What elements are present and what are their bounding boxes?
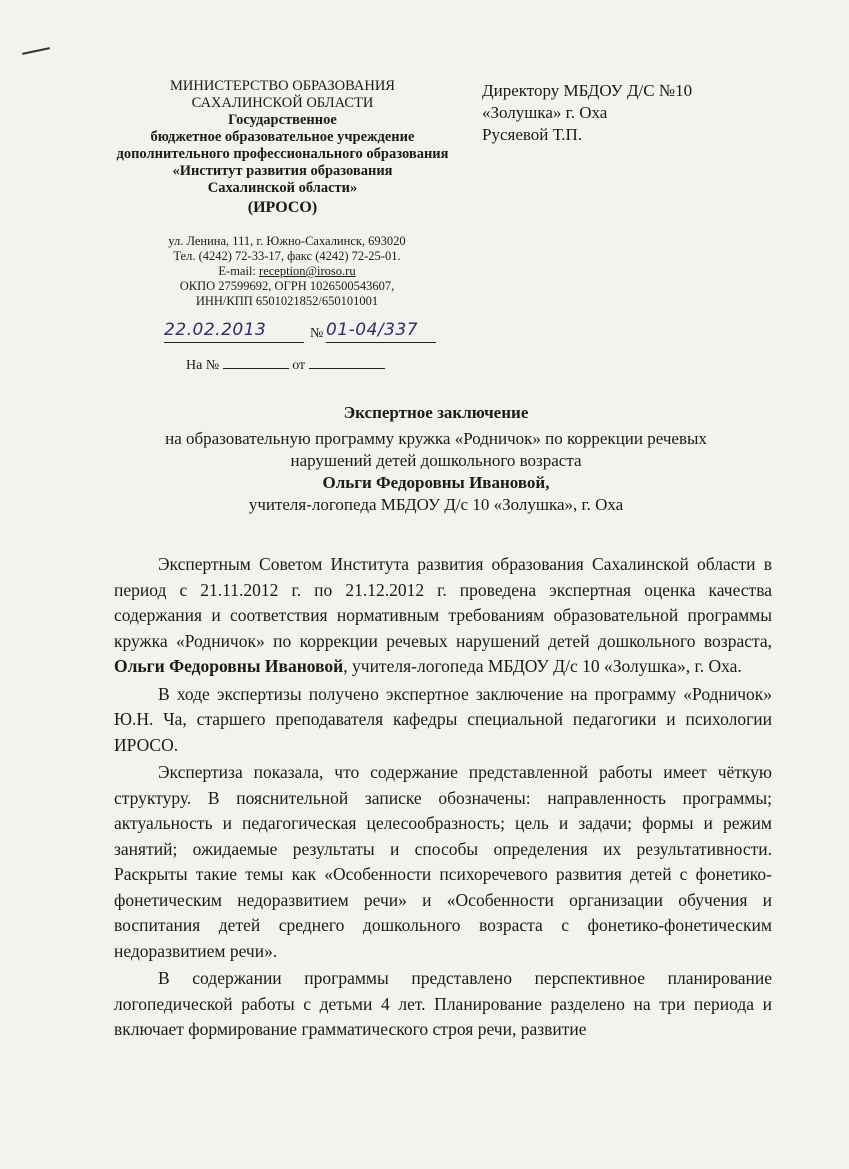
registration-date: 22.02.2013 [164, 320, 267, 340]
registration-number-label: № [310, 326, 324, 341]
institution-line-1: Государственное [228, 112, 337, 128]
reference-prefix: На № [186, 358, 220, 373]
institution-line-4: «Институт развития образования [172, 163, 393, 179]
ministry-line-1: МИНИСТЕРСТВО ОБРАЗОВАНИЯ [170, 78, 395, 94]
addressee-line-3: Русяевой Т.П. [482, 125, 583, 144]
registration-number-field [326, 320, 436, 343]
paragraph-1-text: Экспертным Советом Института развития образования Сахалинской области в период с 21.11.2012 г. по 21.12.2012 г. проведена экспертная оценка качества содержания и соответствия нормативным требованиям образовательной программы кружка «Родничок» по коррекции речевых нарушений детей дошкольного возраста, [114, 554, 772, 651]
paragraph-1-name: Ольги Федоровны Ивановой [114, 656, 344, 676]
document-body [114, 552, 772, 1045]
document-title: Экспертное заключение [343, 403, 529, 422]
address-line: ул. Ленина, 111, г. Южно-Сахалинск, 693020 [168, 234, 406, 248]
paragraph-3: Экспертиза показала, что содержание представленной работы имеет чёткую структуру. В пояснительной записке обозначены: направленность программы; актуальность и педагогическая целесообразность; цель и задачи; формы и режим занятий; ожидаемые результаты и способы определения их результативности. Раскрыты такие темы как «Особенности психоречевого развития детей с фонетико-фонетическим недоразвитием речи» и «Особенности организации обучения и воспитания детей среднего дошкольного возраста с фонетико-фонетическим недоразвитием речи». [114, 762, 772, 961]
addressee-block [482, 80, 802, 146]
reference-line [186, 356, 385, 374]
inn-line: ИНН/КПП 6501021852/650101001 [195, 294, 379, 308]
paragraph-4: В содержании программы представлено перспективное планирование логопедической работы с детьми 4 лет. Планирование разделено на три периода и включает формирование грамматического строя речи, развитие [114, 968, 772, 1039]
pen-mark [22, 47, 50, 55]
letterhead [110, 78, 455, 219]
registration-number: 01-04/337 [326, 320, 419, 340]
author-position: учителя-логопеда МБДОУ Д/с 10 «Золушка», г. Оха [248, 495, 624, 514]
author-name: Ольги Федоровны Ивановой, [322, 473, 550, 492]
addressee-line-2: «Золушка» г. Оха [482, 103, 608, 122]
title-block [60, 402, 812, 516]
institution-abbr: (ИРОСО) [247, 199, 318, 216]
ministry-line-2: САХАЛИНСКОЙ ОБЛАСТИ [191, 95, 374, 111]
institution-line-3: дополнительного профессионального образования [116, 146, 449, 162]
paragraph-1 [114, 552, 772, 680]
subtitle-line-1: на образовательную программу кружка «Родничок» по коррекции речевых [165, 429, 707, 448]
contact-block [112, 234, 462, 309]
paragraph-1-tail: , учителя-логопеда МБДОУ Д/с 10 «Золушка», г. Оха. [343, 656, 742, 676]
institution-line-2: бюджетное образовательное учреждение [150, 129, 415, 145]
addressee-line-1: Директору МБДОУ Д/С №10 [482, 81, 693, 100]
institution-line-5: Сахалинской области» [207, 180, 358, 196]
email-link[interactable]: reception@iroso.ru [259, 264, 356, 278]
email-label: E-mail: [218, 264, 260, 278]
subtitle-line-2: нарушений детей дошкольного возраста [290, 451, 582, 470]
reference-from: от [292, 358, 306, 373]
registration-line [150, 318, 450, 348]
reference-date-blank [309, 356, 385, 369]
registration-date-field [164, 320, 304, 343]
email-line [112, 264, 462, 279]
paragraph-2: В ходе экспертизы получено экспертное заключение на программу «Родничок» Ю.Н. Ча, старшего преподавателя кафедры специальной педагогики и психологии ИРОСО. [114, 683, 772, 755]
reference-number-blank [223, 356, 289, 369]
phone-line: Тел. (4242) 72-33-17, факс (4242) 72-25-01. [173, 249, 401, 263]
okpo-line: ОКПО 27599692, ОГРН 1026500543607, [179, 279, 395, 293]
